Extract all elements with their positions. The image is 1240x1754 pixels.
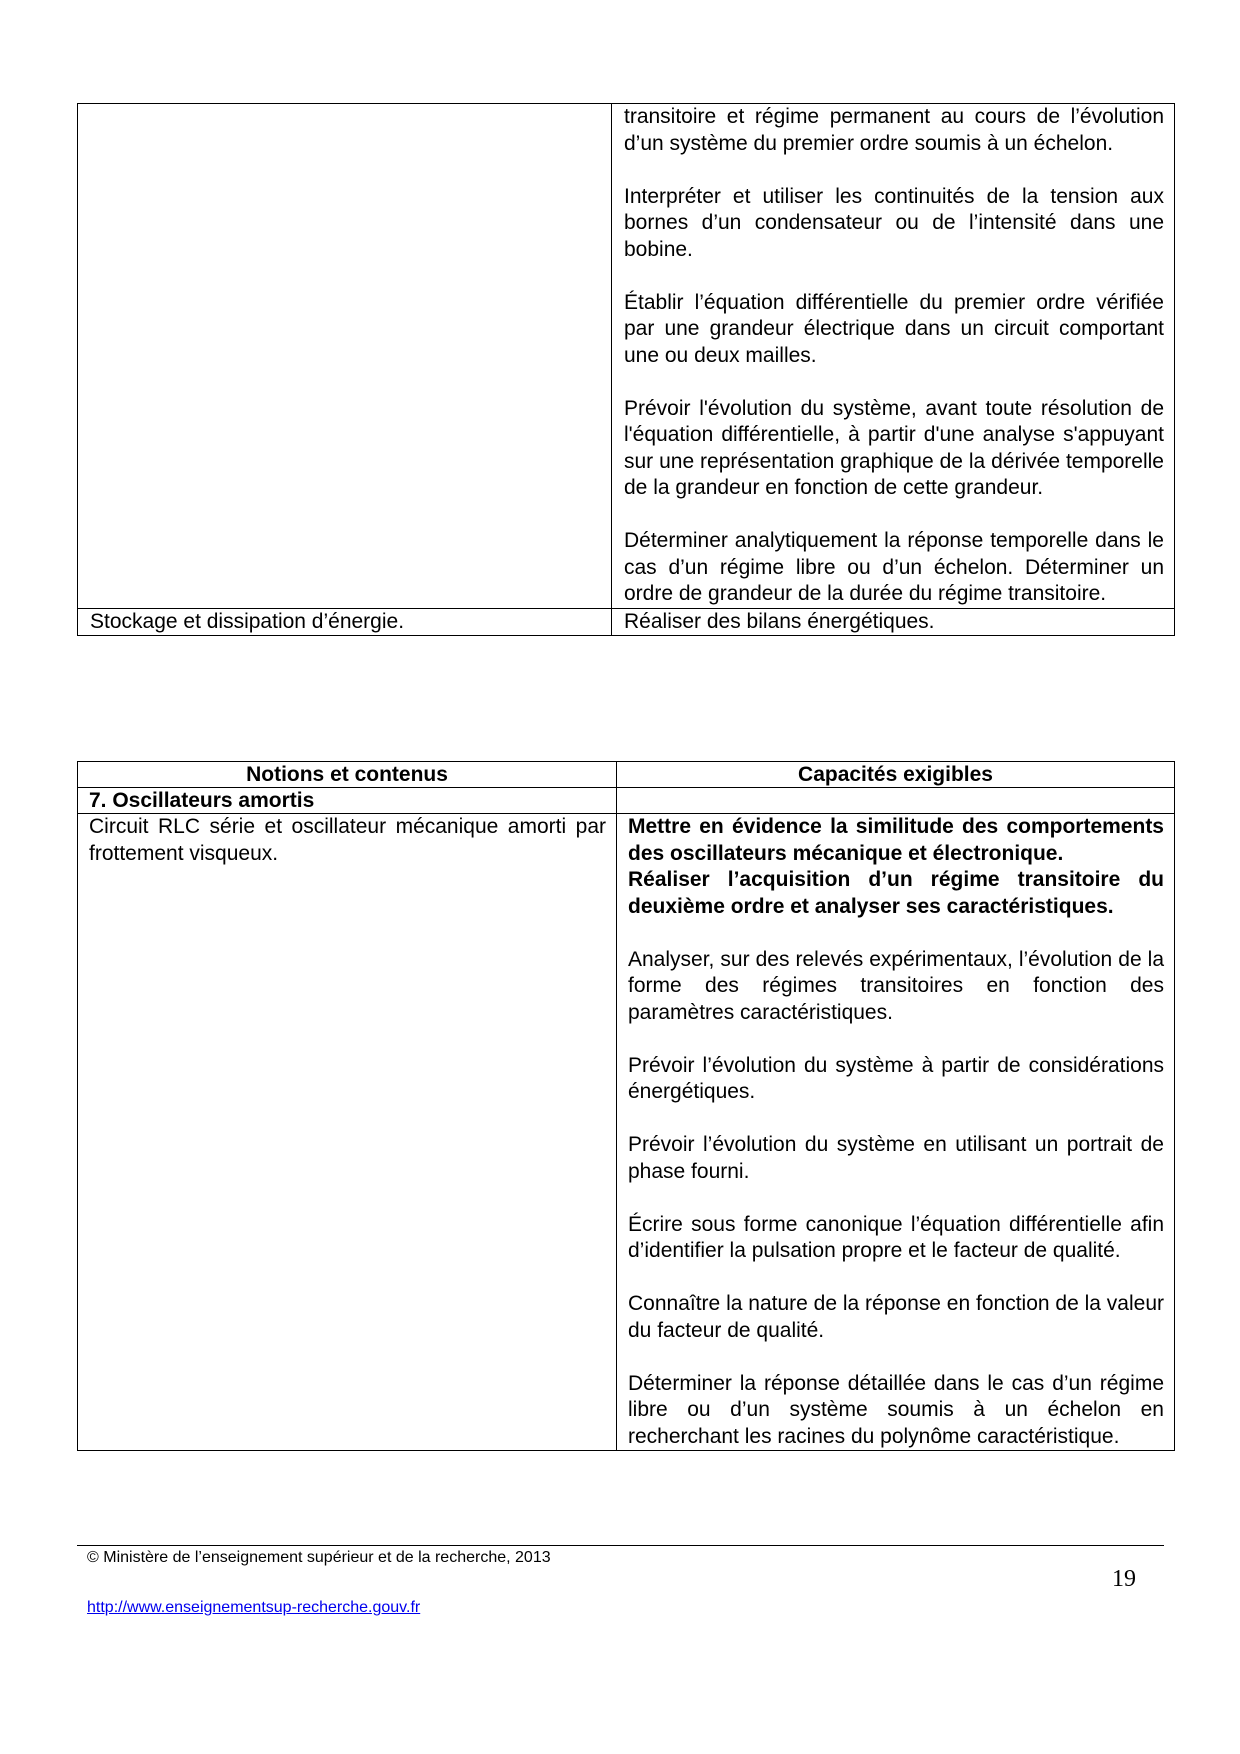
column-header-notions: Notions et contenus: [78, 762, 617, 788]
table-oscillateurs: [77, 761, 1175, 1451]
table-row: [78, 814, 1175, 1451]
capacity-paragraph: Analyser, sur des relevés expérimentaux, l’évolution de la forme des régimes transitoires en fonction des paramètres caractéristiques.: [628, 947, 1164, 1024]
capacity-paragraph: Connaître la nature de la réponse en fonction de la valeur du facteur de qualité.: [628, 1292, 1164, 1342]
capacity-paragraph: Prévoir l’évolution du système en utilisant un portrait de phase fourni.: [628, 1133, 1164, 1183]
table-header-row: [78, 762, 1175, 788]
footer-copyright: © Ministère de l’enseignement supérieur et de la recherche, 2013: [87, 1549, 551, 1566]
capacity-paragraph: Écrire sous forme canonique l’équation différentielle afin d’identifier la pulsation propre et le facteur de qualité.: [628, 1212, 1164, 1262]
capacity-cell: Réaliser des bilans énergétiques.: [612, 608, 1175, 636]
column-header-capacites: Capacités exigibles: [617, 762, 1175, 788]
section-row: [78, 788, 1175, 814]
table-row: [78, 608, 1175, 636]
notion-cell: Circuit RLC série et oscillateur mécanique amorti par frottement visqueux.: [78, 814, 617, 1451]
capacity-paragraph: Déterminer analytiquement la réponse temporelle dans le cas d’un régime libre ou d’un échelon. Déterminer un ordre de grandeur de la durée du régime transitoire.: [624, 529, 1164, 605]
capacity-paragraph: Déterminer la réponse détaillée dans le cas d’un régime libre ou d’un système soumis à un échelon en recherchant les racines du polynôme caractéristique.: [628, 1371, 1164, 1448]
capacity-paragraph: Interpréter et utiliser les continuités de la tension aux bornes d’un condensateur ou de l’intensité dans une bobine.: [624, 184, 1164, 261]
capacity-paragraph: transitoire et régime permanent au cours de l’évolution d’un système du premier ordre soumis à un échelon.: [624, 105, 1164, 155]
footer-link[interactable]: http://www.enseignementsup-recherche.gouv.fr: [87, 1599, 421, 1616]
page-number: 19: [1112, 1566, 1136, 1592]
capacity-paragraph: Prévoir l’évolution du système à partir de considérations énergétiques.: [628, 1053, 1164, 1103]
table-continued: [77, 103, 1175, 636]
notion-cell: [78, 104, 612, 609]
capacity-paragraph: Établir l’équation différentielle du premier ordre vérifiée par une grandeur électrique dans un circuit comportant une ou deux mailles.: [624, 290, 1164, 367]
empty-cell: [617, 788, 1175, 814]
table-row: [78, 104, 1175, 609]
section-title: 7. Oscillateurs amortis: [78, 788, 617, 814]
bold-capacity: Réaliser l’acquisition d’un régime transitoire du deuxième ordre et analyser ses caractéristiques.: [628, 868, 1164, 918]
capacity-cell: [612, 104, 1175, 609]
capacity-paragraph: Prévoir l'évolution du système, avant toute résolution de l'équation différentielle, à partir d'une analyse s'appuyant sur une représentation graphique de la dérivée temporelle de la grandeur en fonction de cette grandeur.: [624, 396, 1164, 499]
capacity-cell: [617, 814, 1175, 1451]
notion-cell: Stockage et dissipation d’énergie.: [78, 608, 612, 636]
bold-capacity: Mettre en évidence la similitude des comportements des oscillateurs mécanique et électronique.: [628, 815, 1164, 865]
footer-divider: [77, 1545, 1164, 1546]
